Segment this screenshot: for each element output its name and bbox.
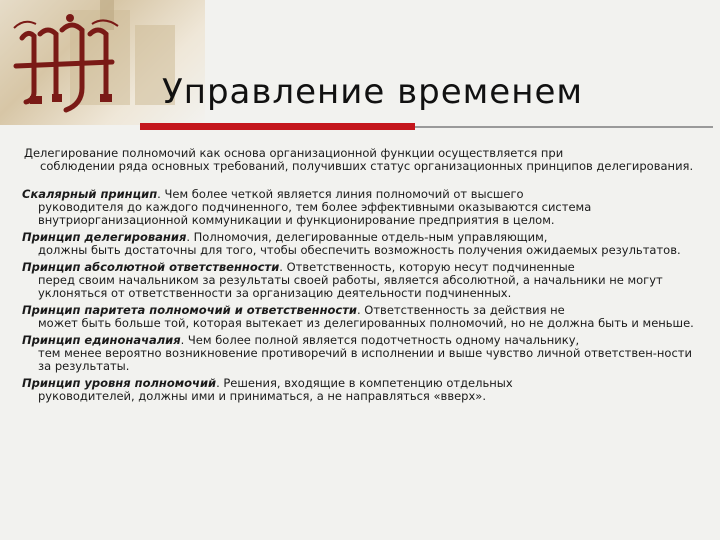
principle-item bbox=[22, 334, 694, 373]
principle-body: перед своим начальником за результаты своей работы, является абсолютной, а начальники не могут уклоняться от ответственности за организацию деятельности подчиненных. bbox=[38, 273, 663, 300]
principle-heading: Принцип единоначалия bbox=[22, 333, 181, 347]
principle-first-line: . Чем более полной является подотчетность одному начальнику, bbox=[180, 333, 580, 347]
principle-heading: Скалярный принцип bbox=[22, 187, 158, 201]
principle-body: может быть больше той, которая вытекает из делегированных полномочий, но не должна быть и меньше. bbox=[38, 316, 694, 330]
principle-heading: Принцип абсолютной ответственности bbox=[22, 260, 280, 274]
principle-first-line: . Решения, входящие в компетенцию отдельных bbox=[216, 376, 513, 390]
principle-first-line: . Чем более четкой является линия полномочий от высшего bbox=[157, 187, 524, 201]
principle-item bbox=[22, 304, 694, 330]
principle-item bbox=[22, 231, 694, 257]
university-monogram-logo bbox=[0, 0, 140, 125]
principle-item bbox=[22, 261, 694, 300]
intro-rest: соблюдении ряда основных требований, получивших статус организационных принципов делегирования. bbox=[40, 159, 694, 173]
principle-heading: Принцип уровня полномочий bbox=[22, 376, 217, 390]
principle-first-line: . Полномочия, делегированные отдель-ным управляющим, bbox=[186, 230, 548, 244]
principle-body: должны быть достаточны для того, чтобы обеспечить возможность получения ожидаемых результатов. bbox=[38, 243, 681, 257]
slide-title: Управление временем bbox=[162, 72, 584, 112]
intro-line-1: Делегирование полномочий как основа организационной функции осуществляется при bbox=[24, 146, 564, 160]
principle-item bbox=[22, 377, 694, 403]
principle-first-line: . Ответственность, которую несут подчиненные bbox=[279, 260, 575, 274]
principle-first-line: . Ответственность за действия не bbox=[356, 303, 565, 317]
principle-item bbox=[22, 188, 694, 227]
principle-body: руководителя до каждого подчиненного, тем более эффективными оказываются система внутриорганизационной коммуникации и функционирование предприятия в целом. bbox=[38, 200, 592, 227]
title-underline-grey bbox=[415, 126, 713, 128]
principle-body: тем менее вероятно возникновение противоречий в исполнении и выше чувство личной ответствен-ности за результаты. bbox=[38, 346, 692, 373]
principle-body: руководителей, должны ими и приниматься, а не направляться «вверх». bbox=[38, 389, 486, 403]
intro-paragraph bbox=[22, 147, 694, 173]
principle-heading: Принцип делегирования bbox=[22, 230, 187, 244]
slide-body bbox=[22, 147, 694, 407]
title-underline-red bbox=[140, 123, 415, 130]
principle-heading: Принцип паритета полномочий и ответственности bbox=[22, 303, 357, 317]
